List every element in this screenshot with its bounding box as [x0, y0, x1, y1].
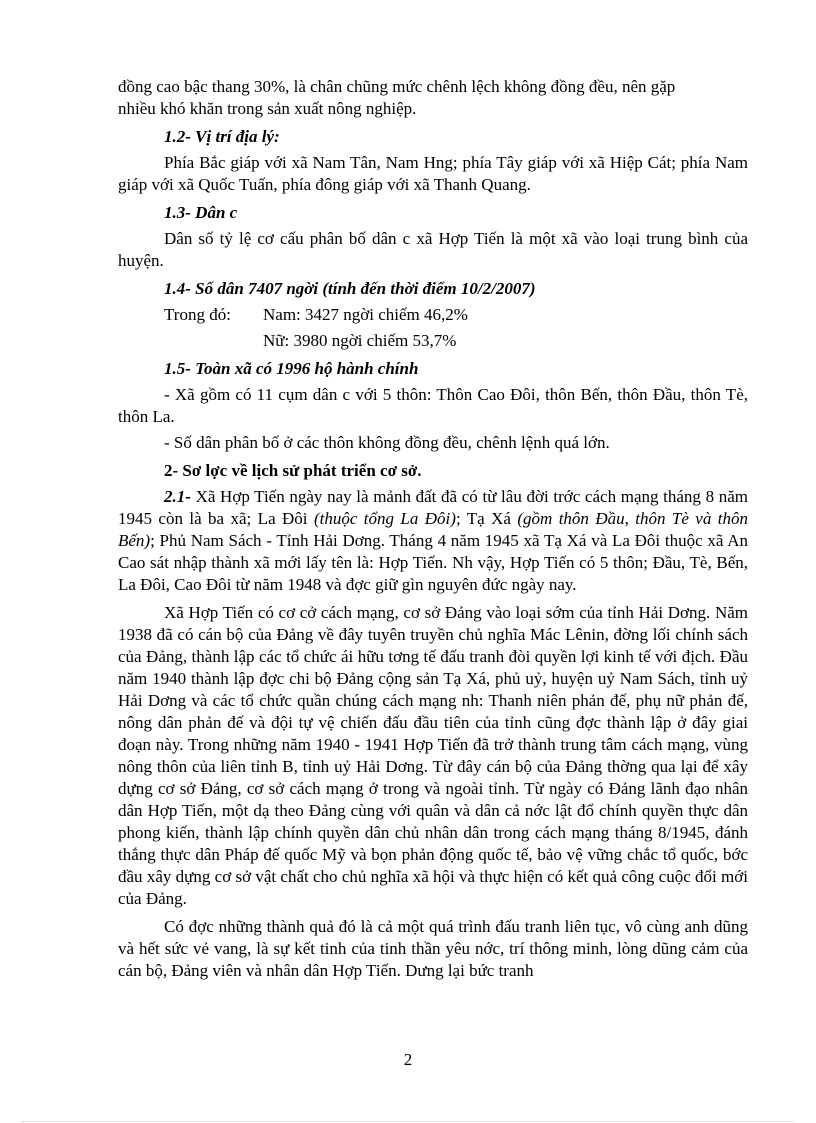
page-bottom-divider	[22, 1121, 794, 1122]
row-label: Trong đó:	[164, 305, 231, 324]
intro-line-1: đồng cao bậc thang 30%, là chân chũng mức chênh lệch không đồng đều, nên gặp	[118, 77, 676, 96]
heading-2: 2- Sơ lợc về lịch sử phát triển cơ sở.	[164, 461, 422, 480]
page-number: 2	[403, 1050, 413, 1069]
bullet-1: - Xã gồm có 11 cụm dân c với 5 thôn: Thôn Cao Đôi, thôn Bến, thôn Đầu, thôn Tè, thôn La.	[118, 385, 748, 426]
heading-1-3: 1.3- Dân c	[164, 203, 238, 222]
paragraph-2-1: 2.1- Xã Hợp Tiến ngày nay là mảnh đất đã có từ lâu đời trớc cách mạng tháng 8 năm 1945 còn là ba xã; La Đôi (thuộc tổng La Đôi); Tạ Xá (gồm thôn Đầu, thôn Tè và thôn Bến); Phủ Nam Sách - Tỉnh Hải Dơng. Tháng 4 năm 1945 xã Tạ Xá và La Đôi thuộc xã An Cao sát nhập thành xã mới lấy tên là: Hợp Tiến. Nh vậy, Hợp Tiến có 5 thôn; Đầu, Tè, Bến, La Đôi, Cao Đôi từ năm 1948 và đợc giữ gìn nguyên đức ngày nay.	[118, 487, 748, 594]
heading-1-4: 1.4- Số dân 7407 ngời (tính đến thời điểm 10/2/2007)	[164, 279, 536, 298]
bullet-2: - Số dân phân bố ở các thôn không đồng đều, chênh lệnh quá lớn.	[164, 433, 610, 452]
paragraph-achievements: Có đợc những thành quả đó là cả một quá trình đấu tranh liên tục, vô cùng anh dũng và hết sức vẻ vang, là sự kết tinh của tinh thần yêu nớc, trí thông minh, lòng dũng cảm của cán bộ, Đảng viên và nhân dân Hợp Tiến. Dưng lại bức tranh	[118, 917, 748, 980]
intro-line-2: nhiều khó khăn trong sản xuất nông nghiệp.	[118, 99, 417, 118]
population-row-female	[118, 330, 748, 352]
document-page	[118, 76, 748, 982]
heading-1-2: 1.2- Vị trí địa lý:	[164, 127, 280, 146]
male-value: Nam: 3427 ngời chiếm 46,2%	[263, 305, 468, 324]
paragraph-history: Xã Hợp Tiến có cơ cở cách mạng, cơ sở Đảng vào loại sớm của tỉnh Hải Dơng. Năm 1938 đã có cán bộ của Đảng về đây tuyên truyền chủ nghĩa Mác Lênin, đờng lối chính sách của Đảng, thành lập các tổ chức ái hữu tơng tế đấu tranh đòi quyền lợi kinh tế với địch. Đầu năm 1940 thành lập đợc chi bộ Đảng cộng sản Tạ Xá, phủ uỷ, huyện uỷ Nam Sách, tỉnh uỷ Hải Dơng và các tổ chức quần chúng cách mạng nh: Thanh niên phản đế, phụ nữ phản đế, nông dân phản đế và đội tự vệ chiến đấu đầu tiên của tỉnh cũng đợc thành lập ở đây giai đoạn này. Trong những năm 1940 - 1941 Hợp Tiến đã trở thành trung tâm cách mạng, vùng nông thôn của liên tỉnh B, tỉnh uỷ Hải Dơng. Từ đây cán bộ của Đảng thờng qua lại để xây dựng cơ sở Đảng, cơ sở cách mạng ở trong và ngoài tỉnh. Từ ngày có Đảng lãnh đạo nhân dân Hợp Tiến, một dạ theo Đảng cùng với quân và dân cả nớc lật đổ chính quyền thực dân phong kiến, thành lập chính quyền dân chủ nhân dân trong cách mạng tháng 8/1945, đánh thắng thực dân Pháp đế quốc Mỹ và bọn phản động quốc tế, bảo vệ vững chắc tổ quốc, bớc đầu xây dựng cơ sở vật chất cho chủ nghĩa xã hội và thực hiện có kết quả công cuộc đổi mới của Đảng.	[118, 603, 748, 908]
number-2-1: 2.1-	[164, 487, 191, 506]
paragraph-population: Dân số tỷ lệ cơ cấu phân bố dân c xã Hợp Tiến là một xã vào loại trung bình của huyện.	[118, 229, 748, 270]
heading-1-5: 1.5- Toàn xã có 1996 hộ hành chính	[164, 359, 419, 378]
paragraph-location: Phía Bắc giáp với xã Nam Tân, Nam Hng; phía Tây giáp với xã Hiệp Cát; phía Nam giáp với xã Quốc Tuấn, phía đông giáp với xã Thanh Quang.	[118, 153, 748, 194]
population-row-male	[118, 304, 748, 326]
female-value: Nữ: 3980 ngời chiếm 53,7%	[263, 331, 457, 350]
